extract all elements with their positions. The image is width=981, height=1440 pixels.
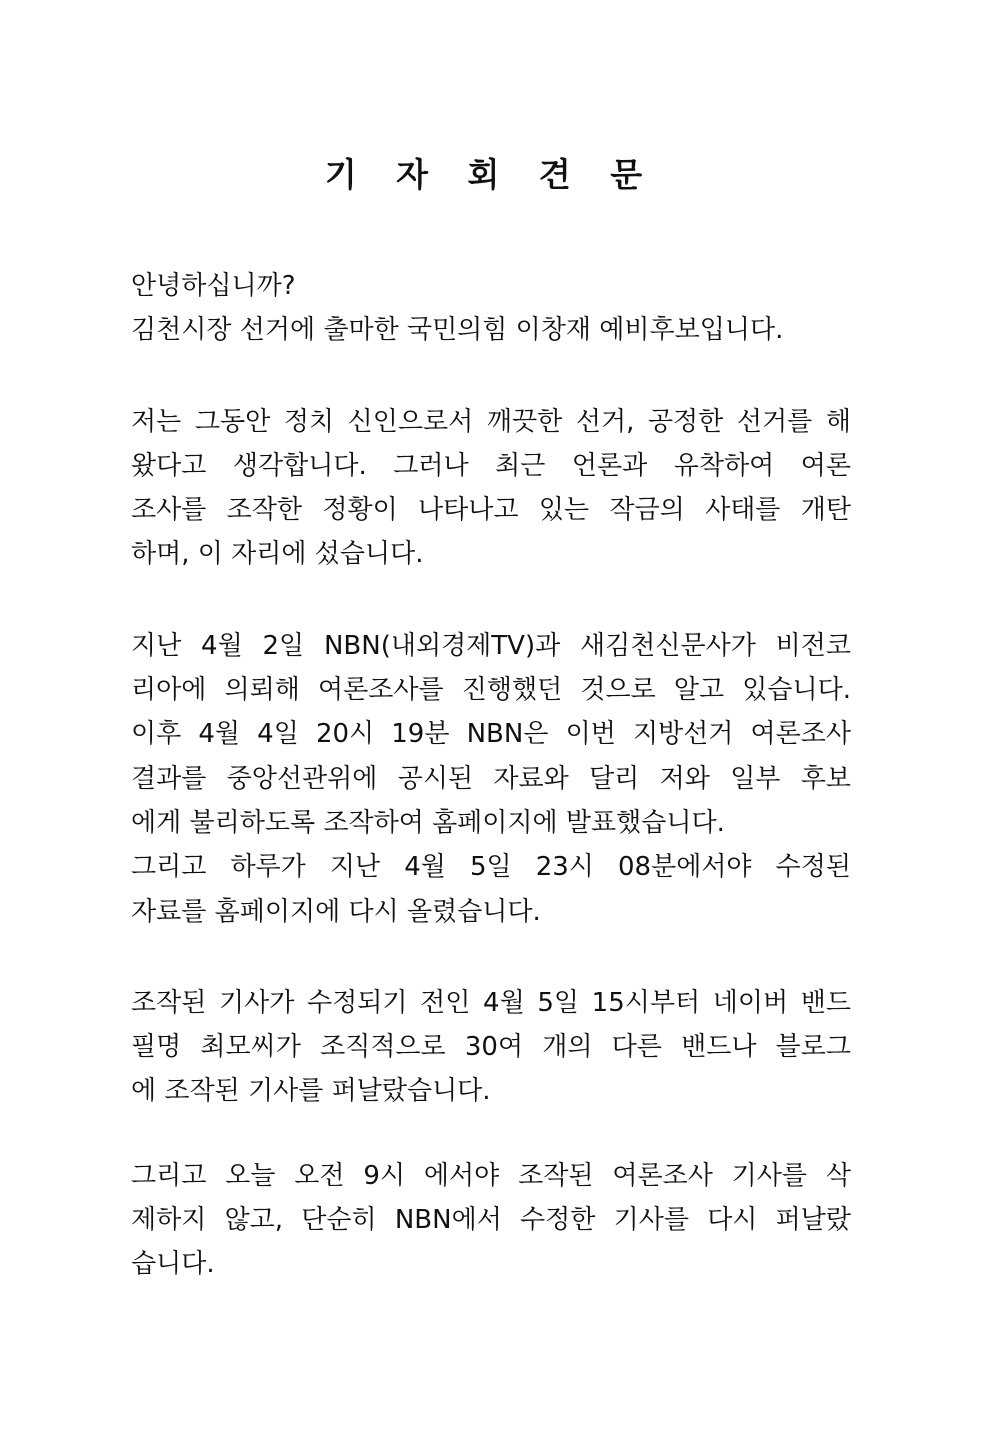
- paragraph-intro: [131, 400, 851, 577]
- text-line: 이후 4월 4일 20시 19분 NBN은 이번 지방선거 여론조사: [131, 719, 851, 750]
- text-line: 하며, 이 자리에 섰습니다.: [131, 539, 424, 570]
- text-line: 왔다고 생각합니다. 그러나 최근 언론과 유착하여 여론: [131, 450, 851, 481]
- text-line: 결과를 중앙선관위에 공시된 자료와 달리 저와 일부 후보: [131, 763, 851, 794]
- text-line: 저는 그동안 정치 신인으로서 깨끗한 선거, 공정한 선거를 해: [131, 406, 851, 437]
- document-title: 기 자 회 견 문: [324, 155, 657, 194]
- text-line: 그리고 오늘 오전 9시 에서야 조작된 여론조사 기사를 삭: [131, 1160, 851, 1191]
- paragraph-gap: [131, 934, 851, 981]
- text-line: 필명 최모씨가 조직적으로 30여 개의 다른 밴드나 블로그: [131, 1032, 851, 1063]
- paragraph-closing: [131, 1154, 851, 1287]
- paragraph-facts: [131, 624, 851, 934]
- text-line: 습니다.: [131, 1249, 215, 1280]
- paragraph-greeting: [131, 264, 851, 353]
- text-line: 안녕하십니까?: [131, 271, 296, 301]
- text-line: 김천시장 선거에 출마한 국민의힘 이창재 예비후보입니다.: [131, 315, 784, 346]
- text-line: 에게 불리하도록 조작하여 홈페이지에 발표했습니다.: [131, 807, 725, 838]
- document-body: [131, 264, 851, 1287]
- text-line: 조사를 조작한 정황이 나타나고 있는 작금의 사태를 개탄: [131, 495, 851, 526]
- paragraph-gap: [131, 1114, 851, 1154]
- paragraph-distribution: [131, 981, 851, 1114]
- paragraph-gap: [131, 577, 851, 624]
- text-line: 에 조작된 기사를 퍼날랐습니다.: [131, 1076, 491, 1107]
- text-line: 제하지 않고, 단순히 NBN에서 수정한 기사를 다시 퍼날랐: [131, 1205, 851, 1236]
- text-line: 그리고 하루가 지난 4월 5일 23시 08분에서야 수정된: [131, 852, 851, 883]
- text-line: 조작된 기사가 수정되기 전인 4월 5일 15시부터 네이버 밴드: [131, 987, 851, 1018]
- text-line: 자료를 홈페이지에 다시 올렸습니다.: [131, 896, 541, 927]
- text-line: 리아에 의뢰해 여론조사를 진행했던 것으로 알고 있습니다.: [131, 675, 851, 706]
- paragraph-gap: [131, 353, 851, 400]
- text-line: 지난 4월 2일 NBN(내외경제TV)과 새김천신문사가 비전코: [131, 630, 851, 661]
